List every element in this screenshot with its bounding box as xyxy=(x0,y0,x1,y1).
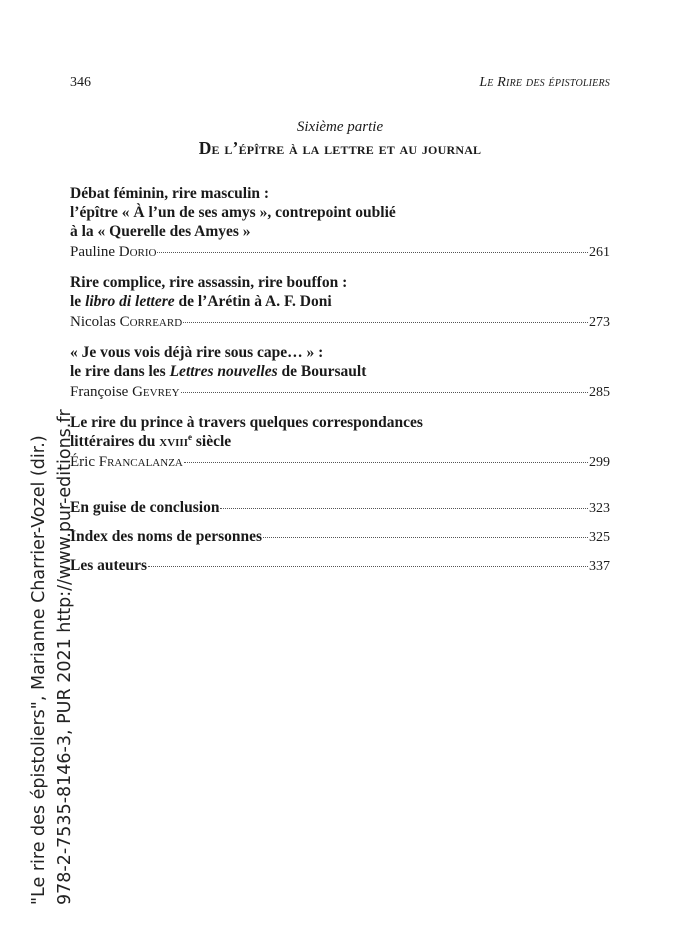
title-text: de Boursault xyxy=(277,363,367,380)
author-last-name: Correard xyxy=(119,314,183,330)
toc-back-matter-link[interactable] xyxy=(70,523,610,552)
toc-back-matter-link[interactable] xyxy=(70,494,610,523)
entry-title-line: Le rire du prince à travers quelques correspondances xyxy=(70,414,423,431)
page-number: 346 xyxy=(70,75,91,90)
dot-leader xyxy=(181,392,588,393)
author-last-name: Francalanza xyxy=(98,454,183,470)
part-title: De l’épître à la lettre et au journal xyxy=(198,138,482,158)
entry-title xyxy=(70,413,610,451)
author-first-name: Nicolas xyxy=(70,314,116,330)
copyright-watermark xyxy=(26,409,78,905)
title-text: le rire dans les xyxy=(70,363,170,380)
back-matter-label: En guise de conclusion xyxy=(70,499,220,516)
dot-leader xyxy=(263,537,588,538)
author-first-name: Pauline xyxy=(70,244,115,260)
entry-title-line: à la « Querelle des Amyes » xyxy=(70,223,251,240)
back-matter-page-number: 323 xyxy=(589,501,610,516)
entry-title-line xyxy=(70,432,610,451)
toc-entry-link[interactable] xyxy=(70,241,610,264)
title-text: littéraires du xyxy=(70,433,160,450)
back-matter-label: Index des noms de personnes xyxy=(70,528,263,545)
entry-page-number: 285 xyxy=(589,385,610,400)
watermark-line-1: "Le rire des épistoliers", Marianne Charrier-Vozel (dir.) xyxy=(29,435,49,905)
title-italic-text: Lettres nouvelles xyxy=(169,363,278,380)
entry-title xyxy=(70,184,610,241)
back-matter-page-number: 337 xyxy=(589,559,610,574)
watermark-line-2: 978-2-7535-8146-3, PUR 2021 http://www.pur-editions.fr xyxy=(55,409,75,905)
back-matter-label: Les auteurs xyxy=(70,557,148,574)
entry-title-line xyxy=(70,362,610,381)
part-heading xyxy=(70,117,610,159)
entry-title xyxy=(70,343,610,381)
dot-leader xyxy=(184,462,588,463)
title-text: le xyxy=(70,293,86,310)
toc-entry-link[interactable] xyxy=(70,381,610,404)
entry-title-line: Rire complice, rire assassin, rire bouffon : xyxy=(70,274,348,291)
title-text: de l’Arétin à A. F. Doni xyxy=(174,293,332,310)
superscript: e xyxy=(188,431,192,442)
table-of-contents xyxy=(70,184,610,483)
title-text: siècle xyxy=(192,433,232,450)
back-matter-page-number: 325 xyxy=(589,530,610,545)
century-numeral: xviii xyxy=(159,433,188,450)
entry-title-line: « Je vous vois déjà rire sous cape… » : xyxy=(70,344,324,361)
title-italic-text: libro di lettere xyxy=(85,293,175,310)
entry-author xyxy=(70,451,183,473)
entry-page-number: 299 xyxy=(589,455,610,470)
dot-leader xyxy=(220,508,588,509)
toc-back-matter-link[interactable] xyxy=(70,552,610,581)
entry-page-number: 273 xyxy=(589,315,610,330)
entry-title-line xyxy=(70,292,610,311)
toc-entry xyxy=(70,413,610,474)
entry-author xyxy=(70,381,180,403)
entry-title-line: l’épître « À l’un de ses amys », contrepoint oublié xyxy=(70,204,396,221)
author-last-name: Dorio xyxy=(118,244,157,260)
entry-page-number: 261 xyxy=(589,245,610,260)
toc-entry-link[interactable] xyxy=(70,451,610,474)
toc-entry xyxy=(70,343,610,404)
entry-author xyxy=(70,241,156,263)
back-matter xyxy=(70,494,610,581)
author-last-name: Gevrey xyxy=(132,384,180,400)
entry-author xyxy=(70,311,182,333)
toc-entry-link[interactable] xyxy=(70,311,610,334)
entry-title xyxy=(70,273,610,311)
toc-entry xyxy=(70,273,610,334)
author-first-name: Éric xyxy=(70,454,95,470)
part-label: Sixième partie xyxy=(296,119,384,135)
dot-leader xyxy=(148,566,588,567)
entry-title-line: Débat féminin, rire masculin : xyxy=(70,185,270,202)
running-head-title: Le Rire des épistoliers xyxy=(479,75,610,90)
author-first-name: Françoise xyxy=(70,384,129,400)
dot-leader xyxy=(183,322,588,323)
dot-leader xyxy=(157,252,588,253)
running-head xyxy=(70,73,610,93)
toc-entry xyxy=(70,184,610,264)
